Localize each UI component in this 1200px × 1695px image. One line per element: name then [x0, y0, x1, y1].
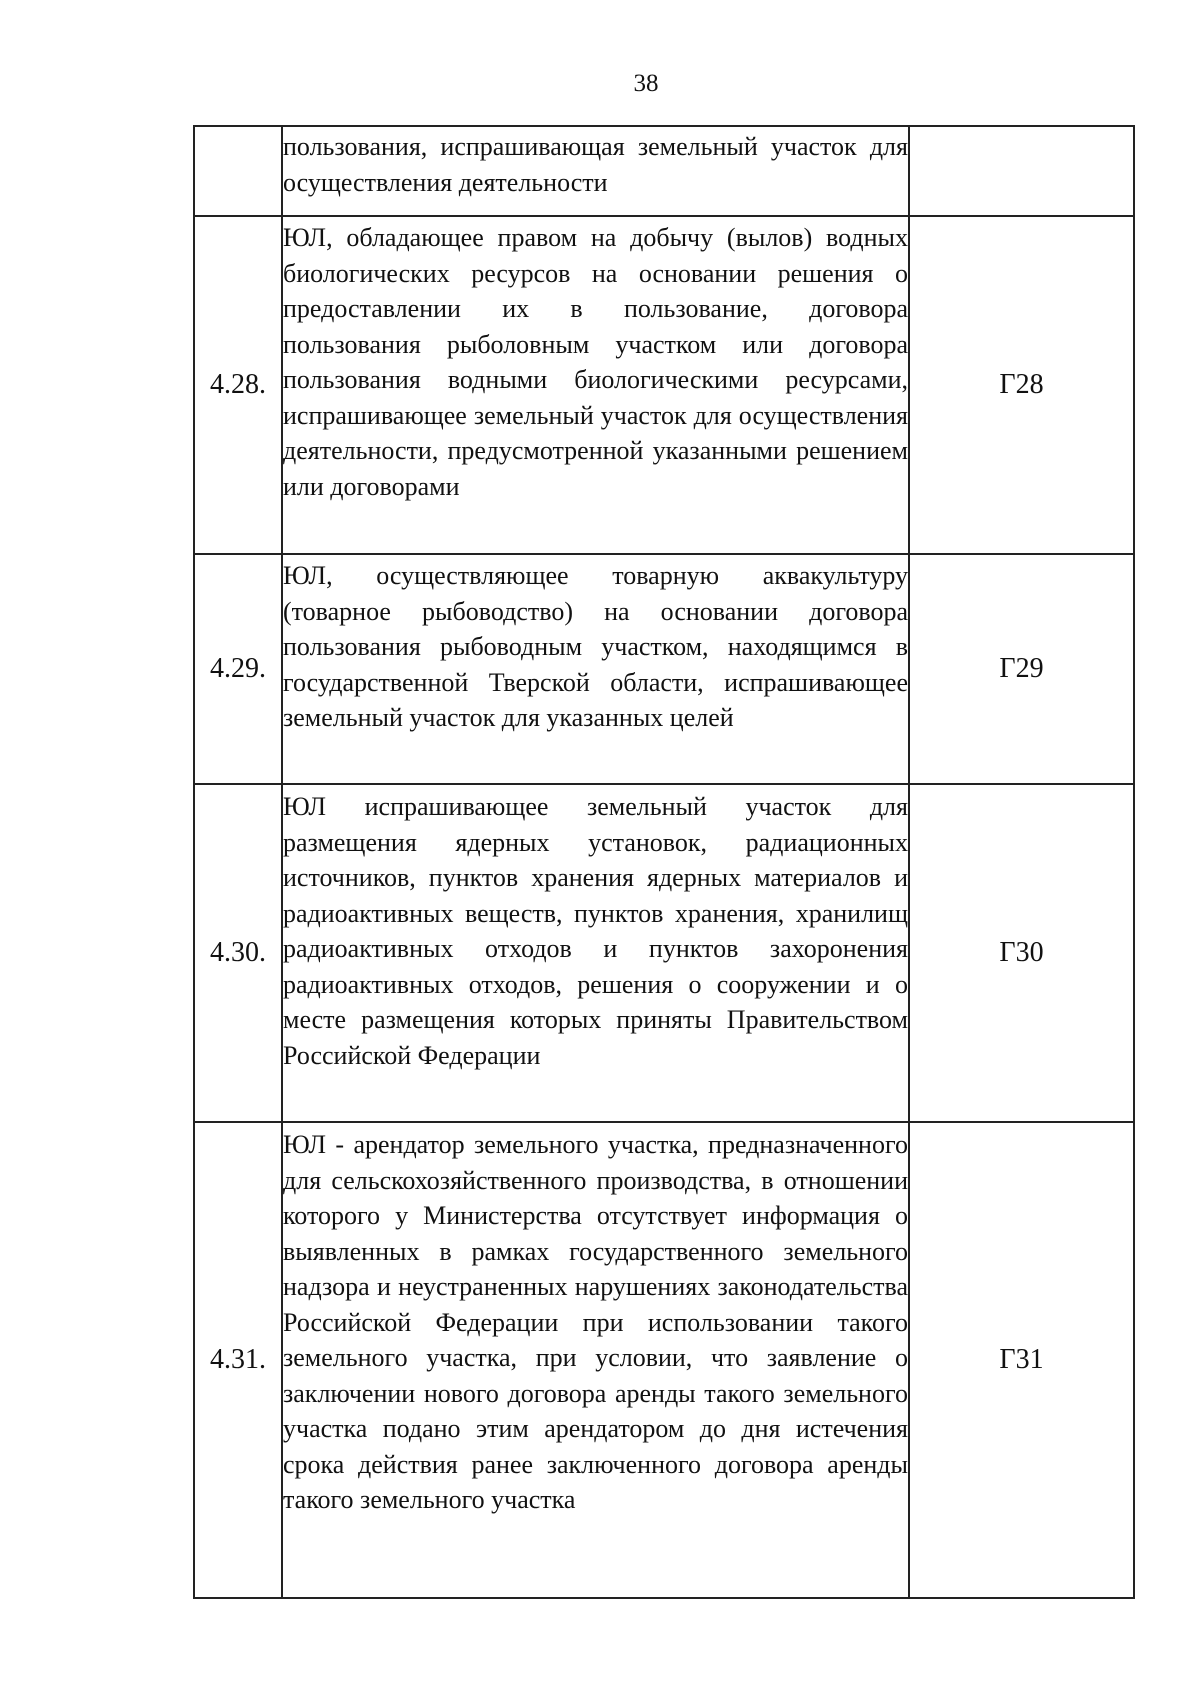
- row-description-cell: ЮЛ, осуществляющее товарную аквакультуру (товарное рыбоводство) на основании договора пользования рыбоводным участком, находящимся в государственной Тверской области, испрашивающее земельный участок для указанных целей: [282, 554, 909, 784]
- row-description-cell: ЮЛ - арендатор земельного участка, предназначенного для сельскохозяйственного производства, в отношении которого у Министерства отсутствует информация о выявленных в рамках государственного земельного надзора и неустраненных нарушениях законодательства Российской Федерации при использовании такого земельного участка, при условии, что заявление о заключении нового договора аренды такого земельного участка подано этим арендатором до дня истечения срока действия ранее заключенного договора аренды такого земельного участка: [282, 1122, 909, 1598]
- row-code-cell: Г28: [909, 216, 1134, 554]
- row-number-cell: 4.30.: [194, 784, 282, 1122]
- row-description-cell: ЮЛ испрашивающее земельный участок для размещения ядерных установок, радиационных источников, пунктов хранения ядерных материалов и радиоактивных веществ, пунктов хранения, хранилищ радиоактивных отходов и пунктов захоронения радиоактивных отходов, решения о сооружении и о месте размещения которых приняты Правительством Российской Федерации: [282, 784, 909, 1122]
- row-number-cell: 4.29.: [194, 554, 282, 784]
- table-row: [194, 554, 1134, 784]
- row-description-cell: ЮЛ, обладающее правом на добычу (вылов) водных биологических ресурсов на основании решения о предоставлении их в пользование, договора пользования рыболовным участком или договора пользования водными биологическими ресурсами, испрашивающее земельный участок для осуществления деятельности, предусмотренной указанными решением или договорами: [282, 216, 909, 554]
- row-code-cell: Г29: [909, 554, 1134, 784]
- row-number-cell: 4.28.: [194, 216, 282, 554]
- page-number: 38: [633, 70, 659, 97]
- row-code-cell: Г30: [909, 784, 1134, 1122]
- row-code-cell: [909, 126, 1134, 216]
- document-table: [193, 125, 1135, 1599]
- row-number-cell: [194, 126, 282, 216]
- row-code-cell: Г31: [909, 1122, 1134, 1598]
- table-row: [194, 216, 1134, 554]
- table-row: [194, 126, 1134, 216]
- row-description-cell: пользования, испрашивающая земельный участок для осуществления деятельности: [282, 126, 909, 216]
- table-row: [194, 784, 1134, 1122]
- table-row: [194, 1122, 1134, 1598]
- row-number-cell: 4.31.: [194, 1122, 282, 1598]
